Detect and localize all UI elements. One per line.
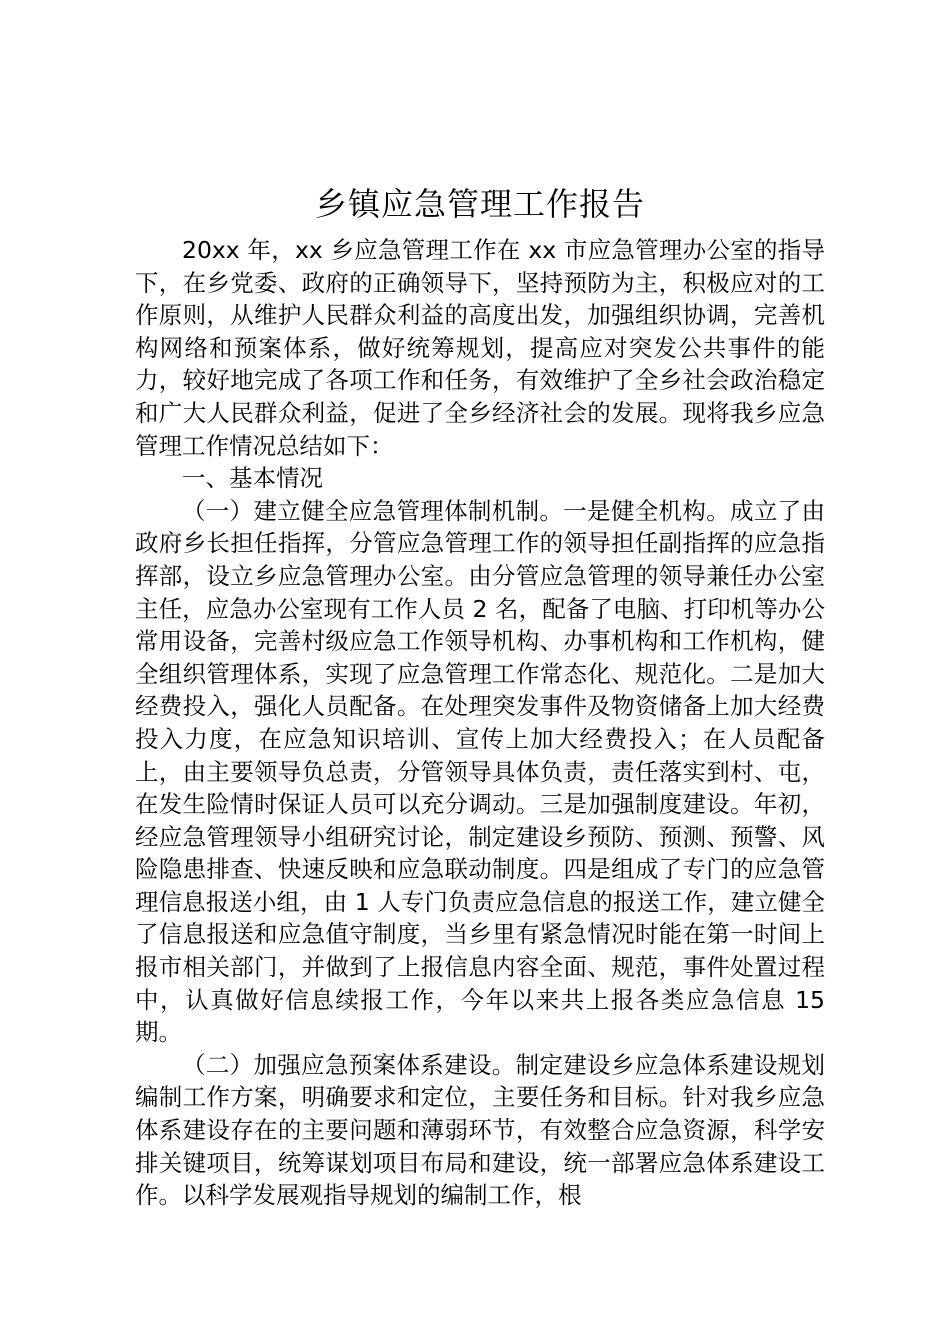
document-body — [135, 234, 825, 1212]
paragraph-plan-system: （二）加强应急预案体系建设。制定建设乡应急体系建设规划编制工作方案，明确要求和定位，主要任务和目标。针对我乡应急体系建设存在的主要问题和薄弱环节，有效整合应急资源，科学安排关键项目，统筹谋划项目布局和建设，统一部署应急体系建设工作。以科学发展观指导规划的编制工作，根 — [135, 1050, 825, 1210]
section-heading-basic-situation: 一、基本情况 — [182, 464, 323, 493]
document-title: 乡镇应急管理工作报告 — [314, 185, 645, 223]
paragraph-mechanism: （一）建立健全应急管理体制机制。一是健全机构。成立了由政府乡长担任指挥，分管应急管理工作的领导担任副指挥的应急指挥部，设立乡应急管理办公室。由分管应急管理的领导兼任办公室主任，应急办公室现有工作人员 2 名，配备了电脑、打印机等办公常用设备，完善村级应急工作领导机构、办事机构和工作机构，健全组织管理体系，实现了应急管理工作常态化、规范化。二是加大经费投入，强化人员配备。在处理突发事件及物资储备上加大经费投入力度，在应急知识培训、宣传上加大经费投入；在人员配备上，由主要领导负总责，分管领导具体负责，责任落实到村、屯，在发生险情时保证人员可以充分调动。三是加强制度建设。年初，经应急管理领导小组研究讨论，制定建设乡预防、预测、预警、风险隐患排查、快速反映和应急联动制度。四是组成了专门的应急管理信息报送小组，由 1 人专门负责应急信息的报送工作，建立健全了信息报送和应急值守制度，当乡里有紧急情况时能在第一时间上报市相关部门，并做到了上报信息内容全面、规范，事件处置过程中，认真做好信息续报工作，今年以来共上报各类应急信息 15 期。 — [135, 496, 825, 1047]
intro-paragraph: 20xx 年，xx 乡应急管理工作在 xx 市应急管理办公室的指导下，在乡党委、政府的正确领导下，坚持预防为主，积极应对的工作原则，从维护人民群众利益的高度出发，加强组织协调，完善机构网络和预案体系，做好统筹规划，提高应对突发公共事件的能力，较好地完成了各项工作和任务，有效维护了全乡社会政治稳定和广大人民群众利益，促进了全乡经济社会的发展。现将我乡应急管理工作情况总结如下： — [135, 236, 825, 460]
